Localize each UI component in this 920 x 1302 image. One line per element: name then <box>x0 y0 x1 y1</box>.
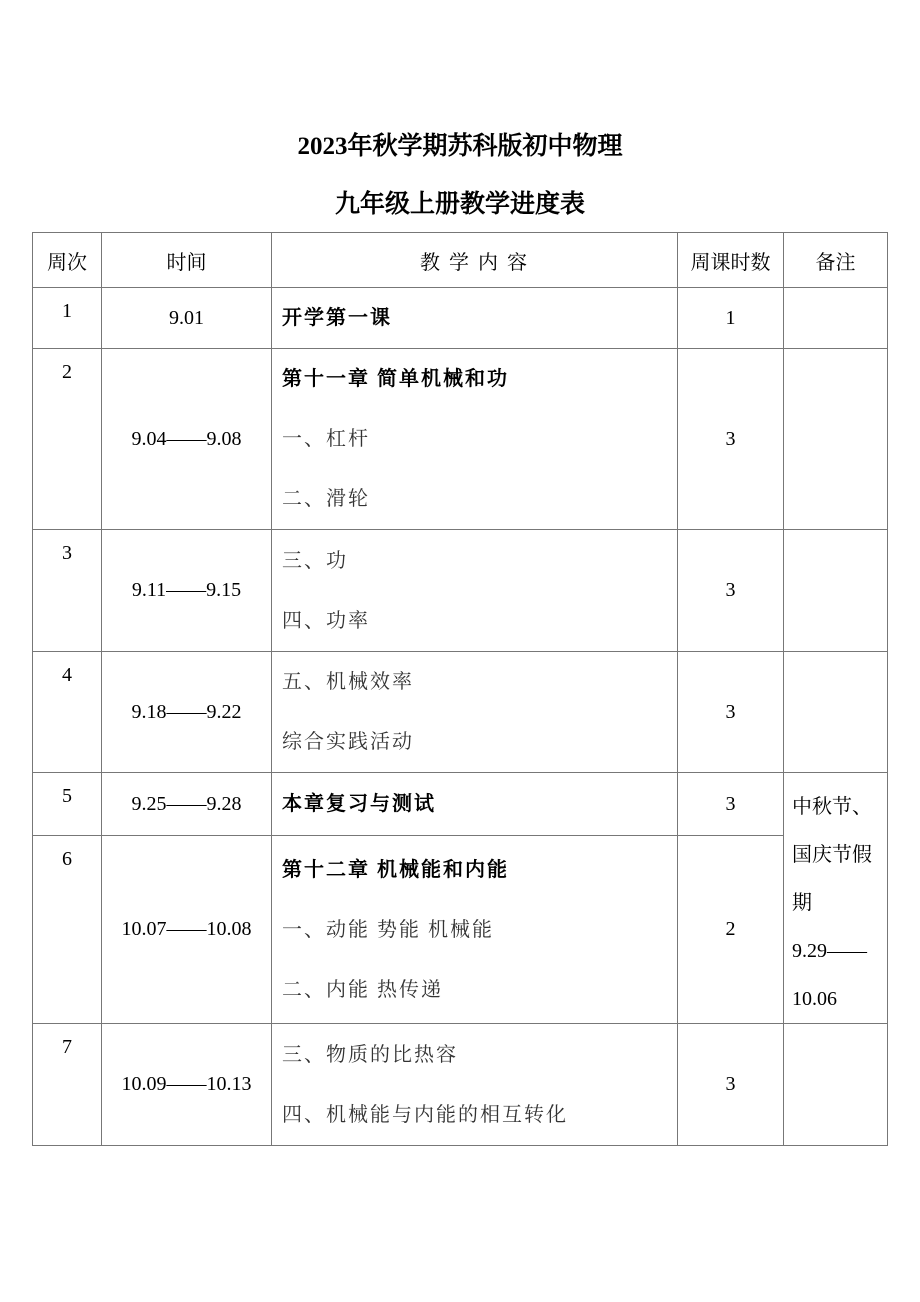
table-row <box>33 530 888 652</box>
content-line: 四、功率 <box>282 609 370 632</box>
content-line: 开学第一课 <box>282 307 392 329</box>
content-line: 一、动能 势能 机械能 <box>282 918 494 941</box>
table-row <box>33 652 888 773</box>
week-cell: 5 <box>33 773 102 836</box>
note-line: 中秋节、 <box>792 796 872 818</box>
content-line: 三、功 <box>282 549 348 572</box>
time-cell: 9.18——9.22 <box>102 652 272 773</box>
content-cell <box>272 288 678 349</box>
header-week: 周次 <box>33 233 102 288</box>
content-line: 二、滑轮 <box>282 488 370 510</box>
content-cell <box>272 1024 678 1146</box>
time-cell: 9.25——9.28 <box>102 773 272 836</box>
table-header-row <box>33 233 888 288</box>
header-content: 教 学 内 容 <box>272 233 678 288</box>
hours-cell: 3 <box>678 530 784 652</box>
content-line: 本章复习与测试 <box>282 793 436 816</box>
table-row <box>33 773 888 836</box>
note-line: 国庆节假 <box>792 844 872 866</box>
content-line: 一、杠杆 <box>282 428 370 450</box>
content-cell <box>272 530 678 652</box>
holiday-note-cell <box>784 773 888 1024</box>
table-row <box>33 1024 888 1146</box>
week-cell: 6 <box>33 836 102 1024</box>
notes-cell <box>784 349 888 530</box>
note-line: 期 <box>792 892 812 914</box>
week-cell: 3 <box>33 530 102 652</box>
content-line: 综合实践活动 <box>282 731 414 753</box>
time-cell: 9.11——9.15 <box>102 530 272 652</box>
content-cell <box>272 652 678 773</box>
time-cell: 9.04——9.08 <box>102 349 272 530</box>
notes-cell <box>784 288 888 349</box>
week-cell: 7 <box>33 1024 102 1146</box>
document-subtitle: 九年级上册教学进度表 <box>334 191 585 218</box>
time-cell: 10.07——10.08 <box>102 836 272 1024</box>
header-hours: 周课时数 <box>678 233 784 288</box>
note-line: 10.06 <box>792 988 837 1010</box>
document-title: 2023年秋学期苏科版初中物理 <box>297 133 623 160</box>
week-cell: 4 <box>33 652 102 773</box>
content-line: 四、机械能与内能的相互转化 <box>282 1103 568 1126</box>
notes-cell <box>784 1024 888 1146</box>
hours-cell: 3 <box>678 1024 784 1146</box>
content-line: 第十一章 简单机械和功 <box>282 368 509 390</box>
content-line: 五、机械效率 <box>282 671 414 693</box>
table-row <box>33 288 888 349</box>
hours-cell: 3 <box>678 773 784 836</box>
hours-cell: 3 <box>678 652 784 773</box>
time-cell: 10.09——10.13 <box>102 1024 272 1146</box>
hours-cell: 2 <box>678 836 784 1024</box>
week-cell: 1 <box>33 288 102 349</box>
content-cell <box>272 349 678 530</box>
header-notes: 备注 <box>784 233 888 288</box>
content-cell <box>272 773 678 836</box>
schedule-table <box>32 232 888 1146</box>
content-line: 三、物质的比热容 <box>282 1043 458 1066</box>
notes-cell <box>784 652 888 773</box>
table-row <box>33 349 888 530</box>
hours-cell: 1 <box>678 288 784 349</box>
notes-cell <box>784 530 888 652</box>
hours-cell: 3 <box>678 349 784 530</box>
time-cell: 9.01 <box>102 288 272 349</box>
note-line: 9.29—— <box>792 940 867 962</box>
content-line: 二、内能 热传递 <box>282 978 443 1001</box>
content-line: 第十二章 机械能和内能 <box>282 858 509 881</box>
table-row <box>33 836 888 1024</box>
week-cell: 2 <box>33 349 102 530</box>
header-time: 时间 <box>102 233 272 288</box>
content-cell <box>272 836 678 1024</box>
